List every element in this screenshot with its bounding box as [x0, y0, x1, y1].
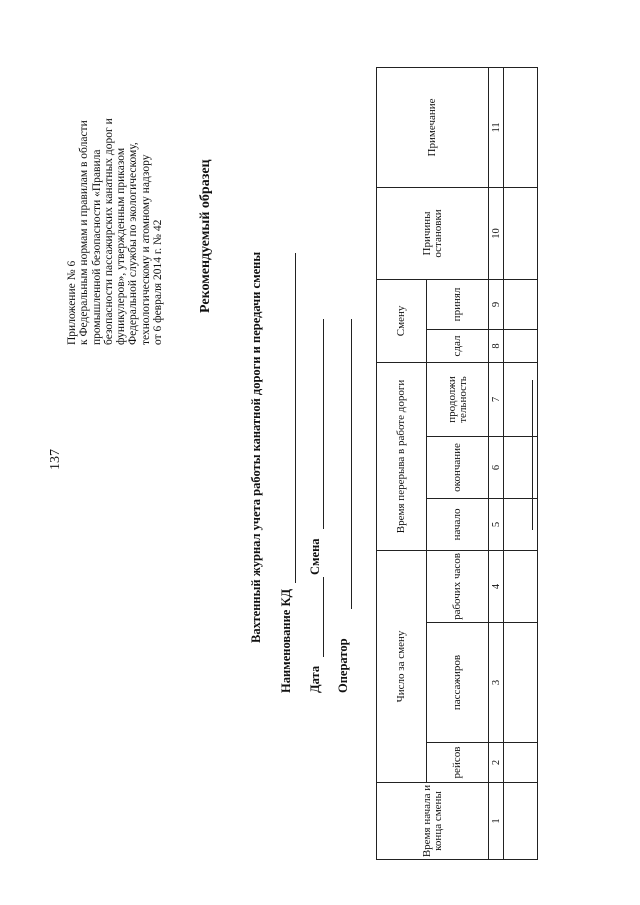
header-passengers: пассажиров	[427, 623, 489, 743]
shift-field[interactable]	[323, 319, 324, 529]
column-number: 3	[489, 623, 504, 743]
bottom-divider	[532, 380, 533, 530]
journal-title: Вахтенный журнал учета работы канатной дороги и передачи смены	[249, 251, 263, 643]
header-break-end: окончание	[427, 436, 489, 498]
operator-field[interactable]	[351, 319, 352, 609]
header-break-duration: продолжи тельность	[427, 362, 489, 436]
recommended-sample-heading: Рекомендуемый образец	[198, 159, 213, 313]
appendix-line: промышленной безопасности «Правила	[90, 149, 103, 345]
column-number: 5	[489, 498, 504, 550]
header-handed-over: сдал	[427, 329, 489, 362]
column-number: 2	[489, 743, 504, 783]
header-work-hours: рабочих часов	[427, 550, 489, 622]
appendix-line: фуникулеров», утвержденным приказом	[115, 147, 128, 345]
table-cell[interactable]	[504, 743, 538, 783]
appendix-line: Приложение № 6	[66, 260, 78, 345]
shift-label: Смена	[308, 538, 322, 575]
table-cell[interactable]	[504, 187, 538, 279]
appendix-reference	[66, 47, 164, 345]
table-cell[interactable]	[504, 623, 538, 743]
header-shift-time: Время начала и конца смены	[377, 783, 489, 860]
header-shift-handover: Смену	[377, 279, 427, 362]
column-number: 6	[489, 436, 504, 498]
kd-name-field[interactable]	[295, 253, 296, 583]
header-trips: рейсов	[427, 743, 489, 783]
header-notes: Примечание	[377, 67, 489, 187]
page-number: 137	[48, 449, 63, 470]
header-break-time: Время перерыва в работе дороги	[377, 362, 427, 550]
header-break-start: начало	[427, 498, 489, 550]
column-number: 8	[489, 329, 504, 362]
column-number: 9	[489, 279, 504, 329]
header-count-per-shift: Число за смену	[377, 550, 427, 782]
column-number: 4	[489, 550, 504, 622]
appendix-line: от 6 февраля 2014 г. № 42	[152, 219, 165, 345]
column-number: 7	[489, 362, 504, 436]
kd-name-label: Наименование КД	[279, 588, 293, 693]
appendix-line: безопасности пассажирских канатных дорог и	[102, 118, 115, 345]
table-cell[interactable]	[504, 329, 538, 362]
shift-log-table	[376, 67, 538, 860]
table-cell[interactable]	[504, 279, 538, 329]
appendix-line: Федеральной службы по экологическому,	[127, 142, 140, 345]
column-number: 11	[489, 67, 504, 187]
column-number: 1	[489, 783, 504, 860]
table-cell[interactable]	[504, 783, 538, 860]
appendix-line: к Федеральным нормам и правилам в области	[78, 120, 91, 345]
header-received: принял	[427, 279, 489, 329]
header-stop-reasons: Причины остановки	[377, 187, 489, 279]
column-number: 10	[489, 187, 504, 279]
operator-label: Оператор	[336, 638, 350, 693]
table-cell[interactable]	[504, 550, 538, 622]
date-field[interactable]	[323, 577, 324, 657]
table-cell[interactable]	[504, 67, 538, 187]
appendix-line: технологическому и атомному надзору	[139, 154, 152, 345]
date-label: Дата	[308, 665, 322, 693]
